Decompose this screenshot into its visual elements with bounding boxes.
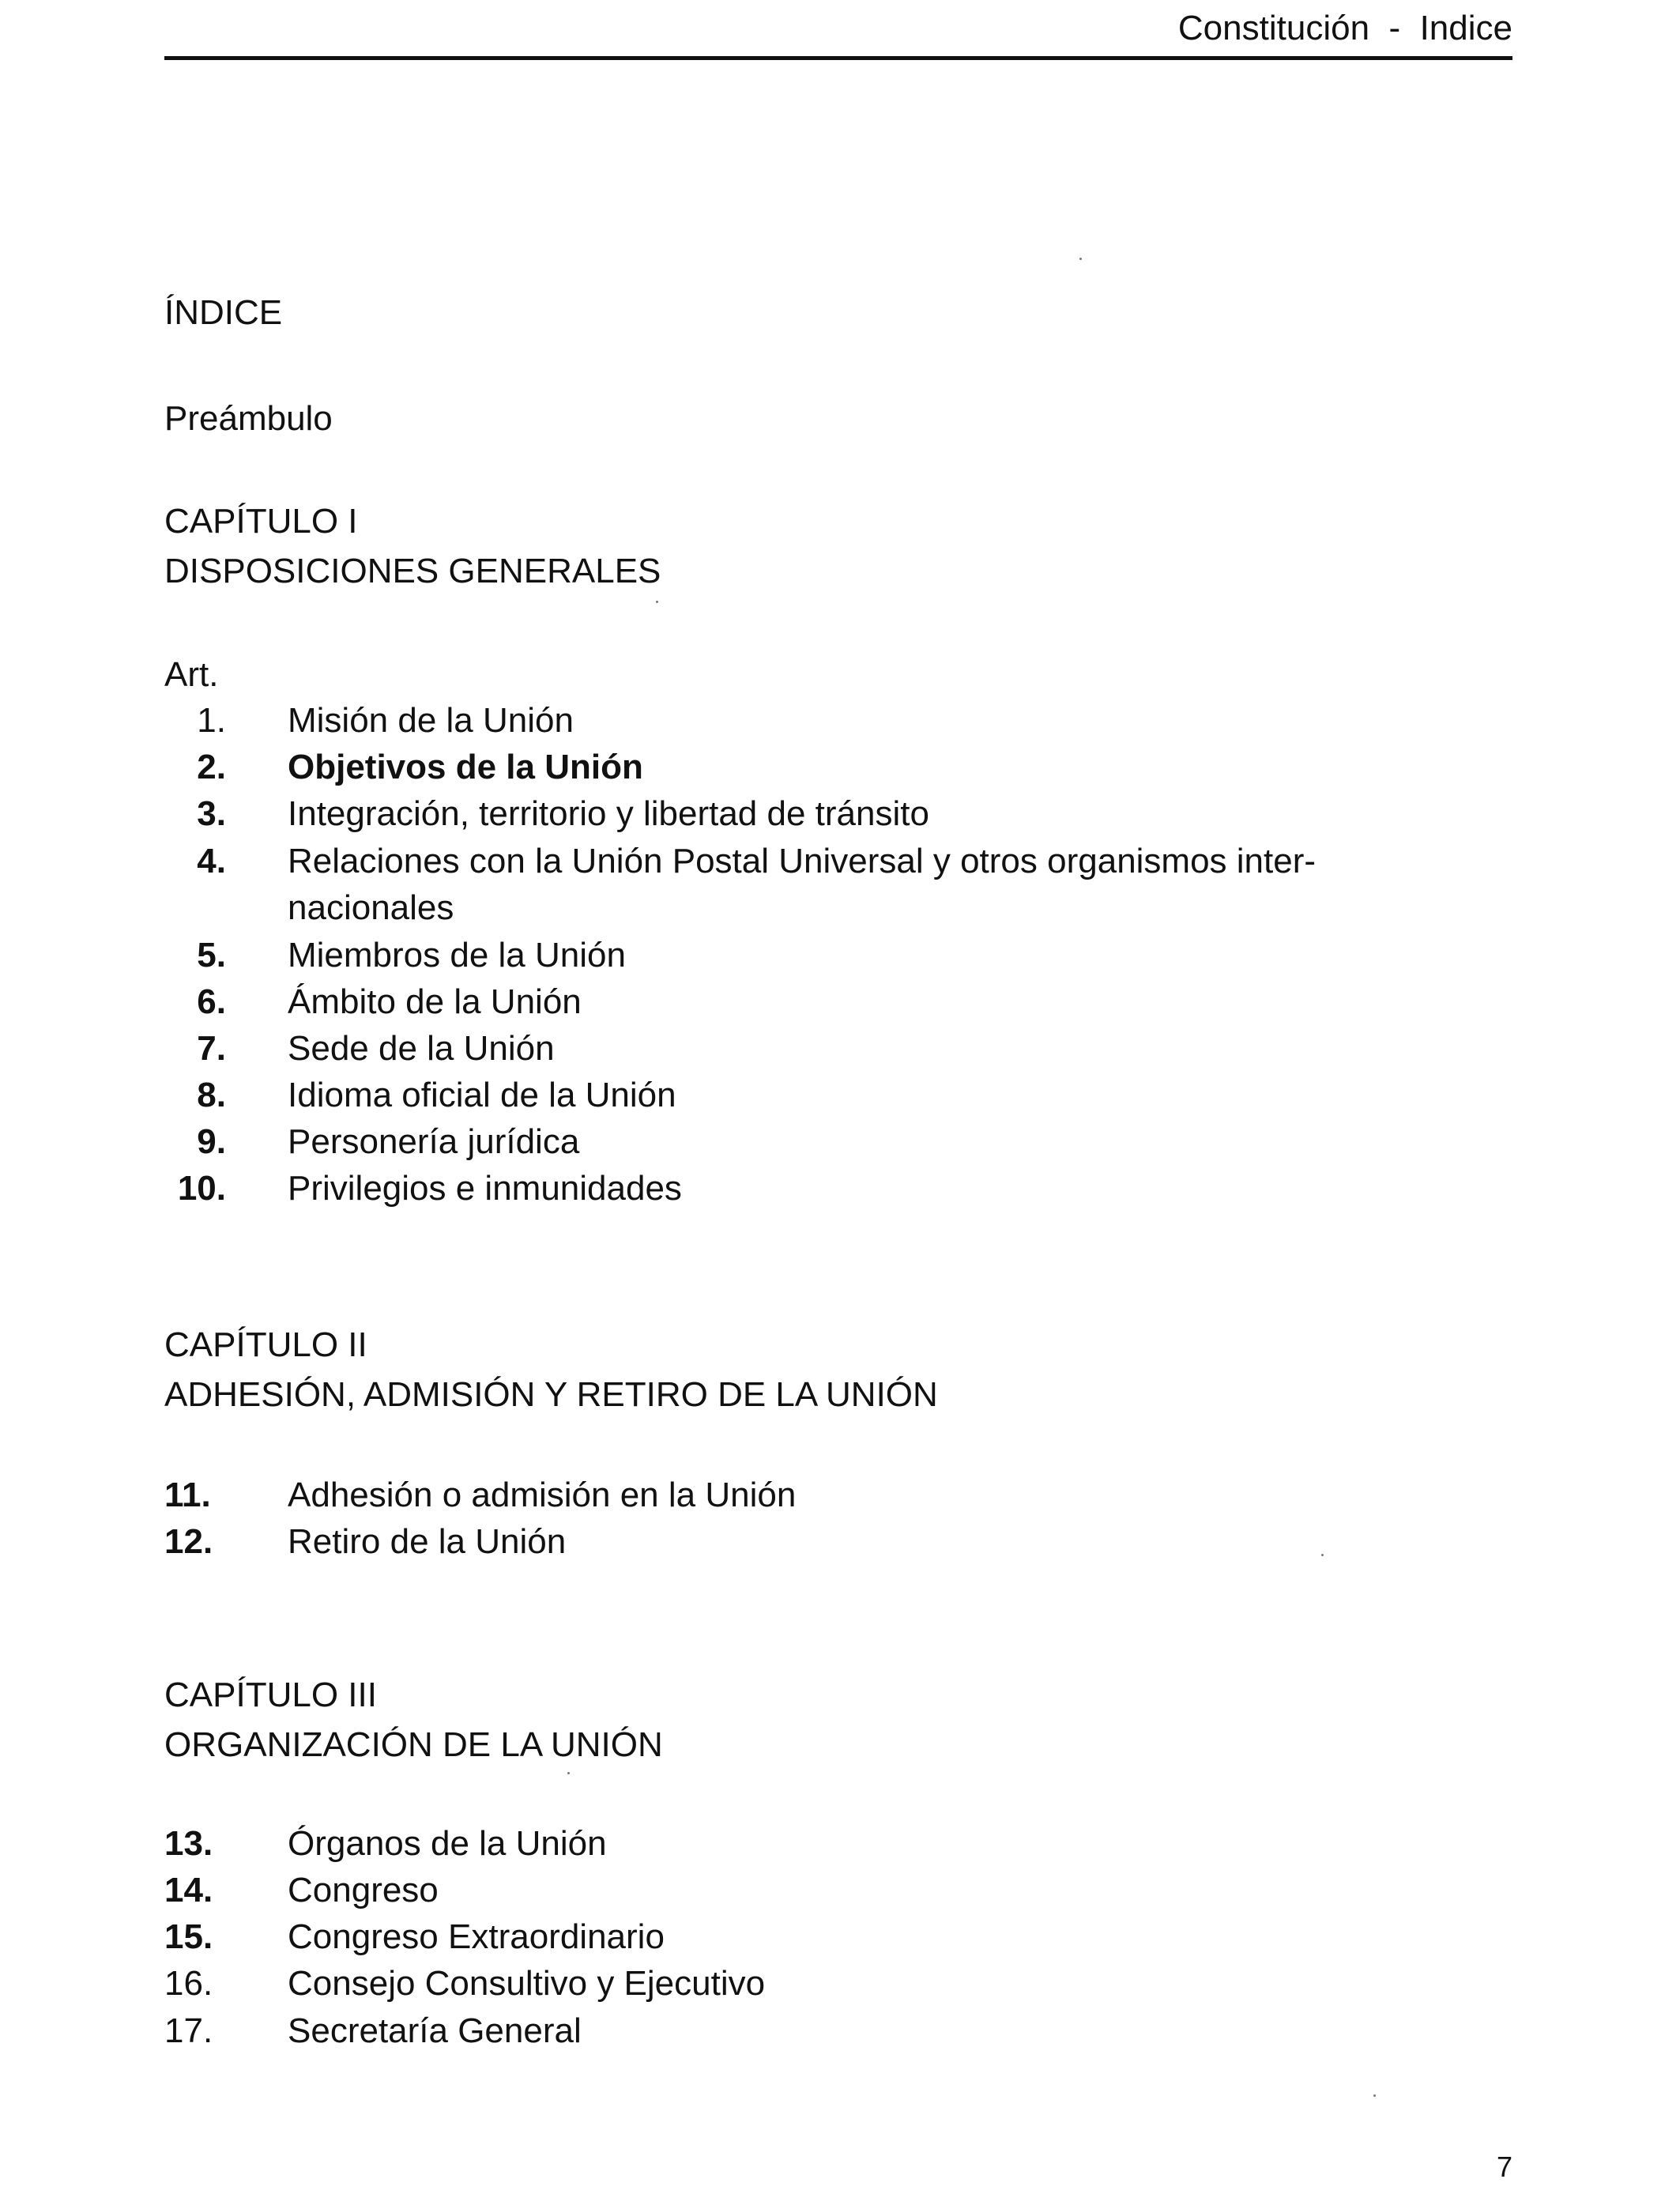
article-title: Miembros de la Unión <box>288 936 626 974</box>
article-title: Adhesión o admisión en la Unión <box>288 1476 797 1514</box>
article-title: Ámbito de la Unión <box>288 982 582 1021</box>
scan-speck <box>1321 1554 1324 1556</box>
article-number: 10. <box>177 1169 226 1208</box>
page-number: 7 <box>1496 2151 1512 2183</box>
article-number: 13. <box>164 1824 213 1863</box>
chapter-1-title: DISPOSICIONES GENERALES <box>164 552 661 590</box>
chapter-2-label: CAPÍTULO II <box>164 1325 367 1364</box>
preamble-entry: Preámbulo <box>164 399 333 438</box>
article-number: 1. <box>197 701 226 740</box>
article-number: 16. <box>164 1964 213 2003</box>
article-title: Objetivos de la Unión <box>288 748 643 786</box>
scan-speck <box>1373 2094 1376 2097</box>
chapter-3-label: CAPÍTULO III <box>164 1676 377 1714</box>
article-title: Consejo Consultivo y Ejecutivo <box>288 1964 766 2003</box>
scan-speck <box>567 1772 570 1774</box>
article-number: 12. <box>164 1522 213 1561</box>
chapter-3-title: ORGANIZACIÓN DE LA UNIÓN <box>164 1725 663 1764</box>
article-number: 8. <box>197 1076 226 1114</box>
article-title: Misión de la Unión <box>288 701 574 740</box>
article-number: 17. <box>164 2011 213 2050</box>
article-title: Órganos de la Unión <box>288 1824 607 1863</box>
article-number: 3. <box>197 794 226 833</box>
article-number: 15. <box>164 1917 213 1956</box>
header-divider <box>164 56 1512 60</box>
article-title: Congreso Extraordinario <box>288 1917 665 1956</box>
scan-speck <box>656 601 658 603</box>
article-title: Secretaría General <box>288 2011 582 2050</box>
article-title: Retiro de la Unión <box>288 1522 567 1561</box>
article-title-continuation: nacionales <box>288 888 454 927</box>
article-number: 2. <box>197 748 226 786</box>
article-title: Relaciones con la Unión Postal Universal y otros organismos inter- <box>288 842 1317 880</box>
article-column-label: Art. <box>164 655 219 694</box>
chapter-1-label: CAPÍTULO I <box>164 502 358 541</box>
article-title: Congreso <box>288 1871 439 1909</box>
article-number: 9. <box>197 1122 226 1161</box>
article-number: 6. <box>197 982 226 1021</box>
article-number: 7. <box>197 1029 226 1068</box>
chapter-2-title: ADHESIÓN, ADMISIÓN Y RETIRO DE LA UNIÓN <box>164 1375 938 1414</box>
index-heading: ÍNDICE <box>164 293 283 332</box>
article-number: 14. <box>164 1871 213 1909</box>
article-number: 4. <box>197 842 226 880</box>
article-title: Privilegios e inmunidades <box>288 1169 682 1208</box>
article-title: Integración, territorio y libertad de tránsito <box>288 794 929 833</box>
article-number: 11. <box>164 1476 211 1514</box>
article-title: Personería jurídica <box>288 1122 580 1161</box>
article-number: 5. <box>197 936 226 974</box>
scan-speck <box>1079 258 1082 260</box>
running-header: Constitución - Indice <box>1177 9 1512 47</box>
article-title: Sede de la Unión <box>288 1029 555 1068</box>
article-title: Idioma oficial de la Unión <box>288 1076 676 1114</box>
